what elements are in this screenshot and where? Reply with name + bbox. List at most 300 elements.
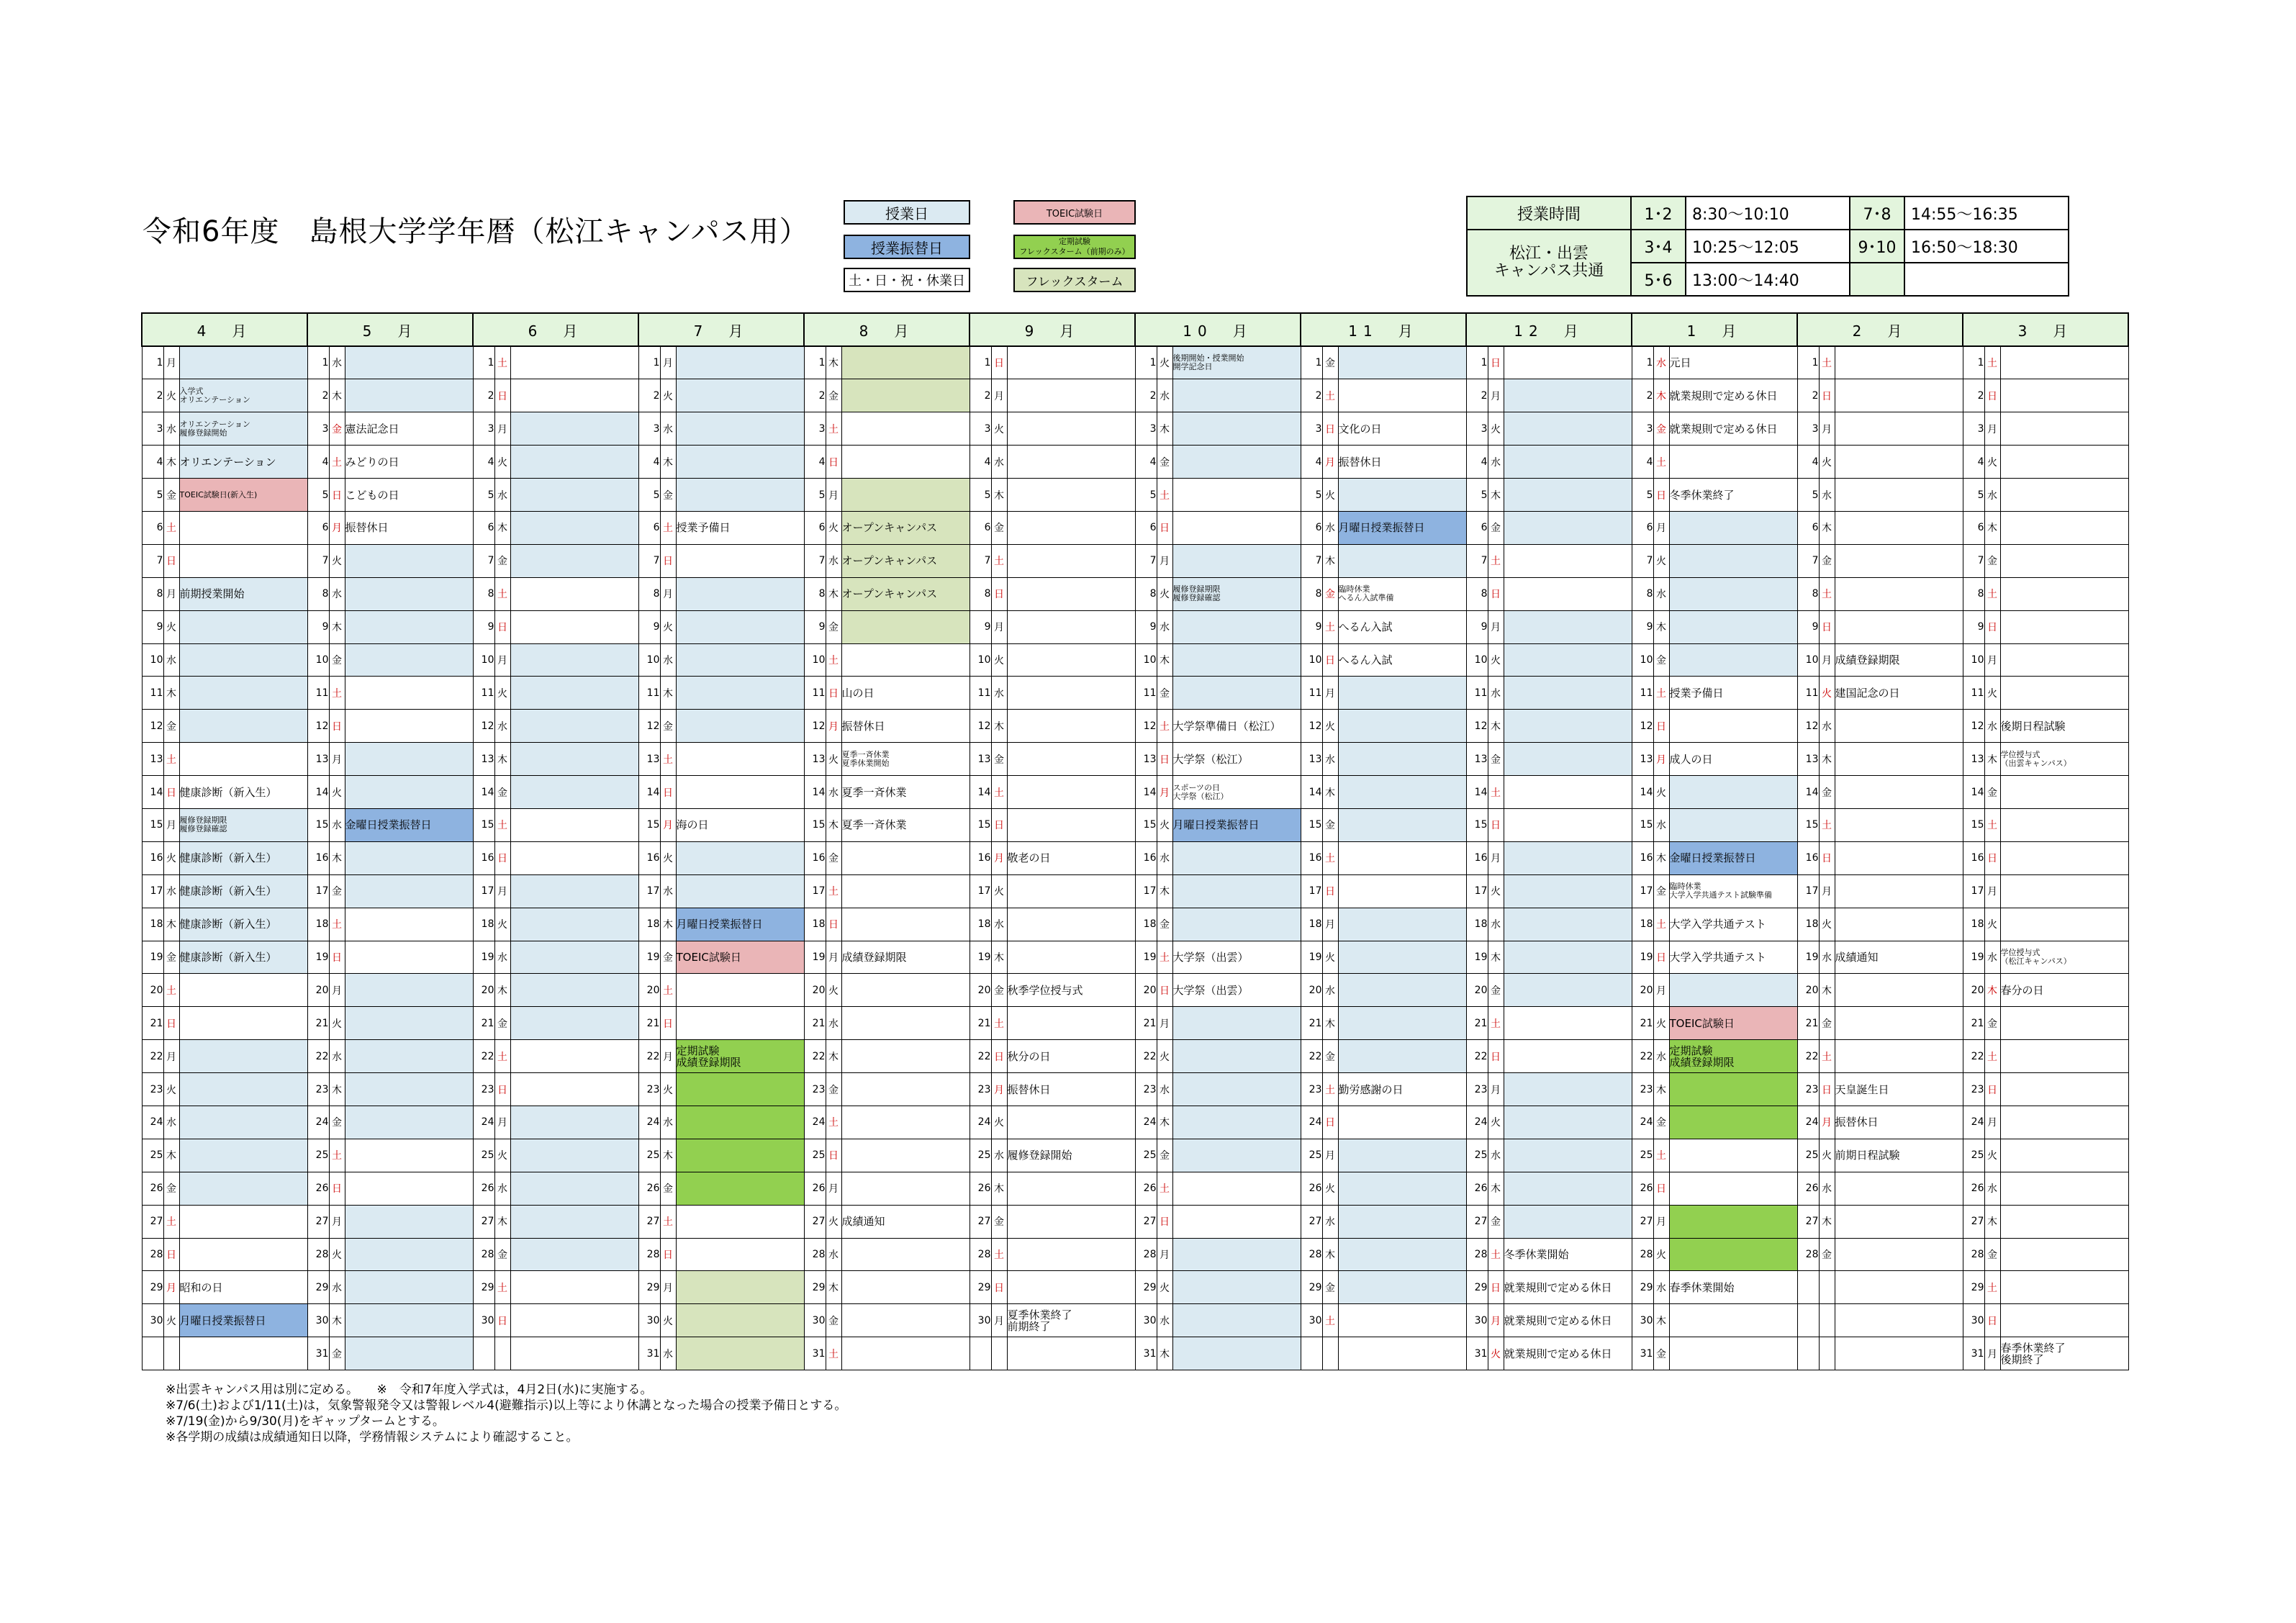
event-cell: [510, 511, 638, 544]
event-cell: 月曜日授業振替日: [179, 1304, 307, 1337]
event-cell: [2000, 1073, 2128, 1106]
day-number: 8: [1632, 577, 1653, 610]
day-number: 26: [804, 1172, 826, 1205]
event-cell: [2000, 544, 2128, 577]
event-cell: [1338, 1205, 1466, 1238]
event-cell: [179, 1073, 307, 1106]
day-number: 28: [970, 1238, 991, 1271]
event-cell: [1669, 643, 1797, 677]
day-number: 15: [1632, 808, 1653, 841]
weekday: 月: [494, 874, 510, 908]
weekday: 水: [1819, 941, 1835, 974]
table-row: [142, 710, 2128, 743]
period-7-8-time: 14:55～16:35: [1904, 196, 2069, 230]
day-number: 14: [1963, 776, 1984, 809]
event-cell: [2000, 677, 2128, 710]
event-cell: [179, 974, 307, 1007]
event-cell: [1835, 1238, 1963, 1271]
day-number: 5: [473, 479, 494, 512]
weekday: 月: [163, 577, 179, 610]
event-cell: 定期試験 成績登録期限: [1669, 1040, 1797, 1073]
weekday: 月: [1984, 643, 2000, 677]
day-number: 2: [1797, 379, 1819, 412]
event-cell: [1172, 379, 1301, 412]
day-number: 18: [638, 908, 660, 941]
event-cell: [345, 974, 473, 1007]
table-row: [142, 1271, 2128, 1304]
weekday: 日: [1653, 710, 1669, 743]
day-number: 27: [1632, 1205, 1653, 1238]
event-cell: [1007, 479, 1135, 512]
event-cell: [1007, 643, 1135, 677]
weekday: 土: [494, 577, 510, 610]
weekday: 木: [163, 908, 179, 941]
weekday: 日: [660, 1007, 676, 1040]
weekday: 金: [329, 1106, 345, 1139]
day-number: 24: [1466, 1106, 1488, 1139]
weekday: 木: [826, 808, 841, 841]
day-number: 11: [1963, 677, 1984, 710]
event-cell: [179, 610, 307, 643]
day-number: 9: [142, 610, 163, 643]
event-cell: 勤労感謝の日: [1338, 1073, 1466, 1106]
day-number: 13: [1135, 743, 1157, 776]
event-cell: [1007, 941, 1135, 974]
event-cell: [1007, 1238, 1135, 1271]
weekday: 月: [991, 841, 1007, 874]
day-number: 15: [804, 808, 826, 841]
event-cell: [345, 1040, 473, 1073]
day-number: 9: [1963, 610, 1984, 643]
event-cell: [841, 874, 970, 908]
weekday: 木: [329, 1304, 345, 1337]
weekday: 金: [1322, 808, 1338, 841]
day-number: 13: [638, 743, 660, 776]
day-number: 5: [1797, 479, 1819, 512]
weekday: 日: [1819, 1073, 1835, 1106]
period-9-10: 9･10: [1850, 230, 1904, 263]
weekday: 土: [1653, 446, 1669, 479]
event-cell: 学位授与式 （出雲キャンパス）: [2000, 743, 2128, 776]
event-cell: [179, 1337, 307, 1370]
legend-flex-term: フレックスターム: [1013, 268, 1136, 292]
event-cell: 定期試験 成績登録期限: [676, 1040, 804, 1073]
weekday: 金: [163, 710, 179, 743]
event-cell: [510, 808, 638, 841]
event-cell: 金曜日授業振替日: [345, 808, 473, 841]
day-number: 25: [142, 1139, 163, 1172]
event-cell: [1669, 511, 1797, 544]
event-cell: [1504, 841, 1632, 874]
day-number: 16: [970, 841, 991, 874]
period-7-8: 7･8: [1850, 196, 1904, 230]
day-number: 21: [1963, 1007, 1984, 1040]
weekday: 金: [1984, 776, 2000, 809]
event-cell: [345, 577, 473, 610]
event-cell: [1007, 577, 1135, 610]
event-cell: 冬季休業終了: [1669, 479, 1797, 512]
event-cell: [345, 1172, 473, 1205]
event-cell: [345, 1271, 473, 1304]
day-number: 27: [1797, 1205, 1819, 1238]
weekday: 土: [1157, 941, 1172, 974]
day-number: 19: [1135, 941, 1157, 974]
weekday: 月: [660, 808, 676, 841]
event-cell: [1669, 1139, 1797, 1172]
day-number: 13: [142, 743, 163, 776]
day-number: 5: [804, 479, 826, 512]
event-cell: 振替休日: [345, 511, 473, 544]
event-cell: [1504, 1073, 1632, 1106]
day-number: 27: [1963, 1205, 1984, 1238]
day-number: 8: [804, 577, 826, 610]
event-cell: [1504, 874, 1632, 908]
day-number: 14: [1797, 776, 1819, 809]
event-cell: [179, 710, 307, 743]
weekday: 水: [826, 544, 841, 577]
table-row: [142, 511, 2128, 544]
period-1-2: 1･2: [1631, 196, 1686, 230]
weekday: 木: [1653, 610, 1669, 643]
event-cell: [1669, 577, 1797, 610]
event-cell: [1504, 776, 1632, 809]
day-number: 21: [142, 1007, 163, 1040]
event-cell: [345, 677, 473, 710]
weekday: 火: [1984, 446, 2000, 479]
event-cell: 大学祭（出雲）: [1172, 941, 1301, 974]
day-number: 12: [1632, 710, 1653, 743]
event-cell: 履修登録期限 履修登録確認: [1172, 577, 1301, 610]
table-row: [142, 941, 2128, 974]
weekday: 火: [1322, 941, 1338, 974]
weekday: 火: [1653, 1007, 1669, 1040]
day-number: 4: [473, 446, 494, 479]
day-number: 28: [307, 1238, 329, 1271]
event-cell: [676, 677, 804, 710]
weekday: 火: [1488, 1106, 1504, 1139]
event-cell: 前期日程試験: [1835, 1139, 1963, 1172]
day-number: 27: [473, 1205, 494, 1238]
day-number: 3: [1466, 412, 1488, 446]
weekday: 水: [1984, 710, 2000, 743]
weekday: 水: [494, 479, 510, 512]
weekday: 日: [494, 1304, 510, 1337]
event-cell: 夏季休業終了 前期終了: [1007, 1304, 1135, 1337]
day-number: 3: [142, 412, 163, 446]
event-cell: [2000, 1271, 2128, 1304]
weekday: 火: [1653, 1238, 1669, 1271]
day-number: 15: [1963, 808, 1984, 841]
weekday: 金: [826, 610, 841, 643]
day-number: 25: [307, 1139, 329, 1172]
event-cell: [676, 1337, 804, 1370]
day-number: 5: [307, 479, 329, 512]
day-number: 4: [804, 446, 826, 479]
day-number: 17: [1632, 874, 1653, 908]
weekday: 火: [660, 379, 676, 412]
weekday: 火: [1653, 776, 1669, 809]
weekday: 水: [1984, 1172, 2000, 1205]
weekday: 月: [494, 643, 510, 677]
event-cell: [510, 1139, 638, 1172]
day-number: 5: [1135, 479, 1157, 512]
day-number: 1: [1135, 346, 1157, 379]
day-number: 16: [307, 841, 329, 874]
event-cell: [510, 776, 638, 809]
day-number: 2: [1301, 379, 1322, 412]
event-cell: 天皇誕生日: [1835, 1073, 1963, 1106]
weekday: 水: [1157, 841, 1172, 874]
day-number: 3: [307, 412, 329, 446]
weekday: 水: [660, 412, 676, 446]
day-number: 21: [1797, 1007, 1819, 1040]
weekday: 土: [163, 1205, 179, 1238]
weekday: 土: [494, 1040, 510, 1073]
weekday: 木: [1488, 479, 1504, 512]
event-cell: [841, 1172, 970, 1205]
weekday: 金: [991, 1205, 1007, 1238]
event-cell: [1504, 710, 1632, 743]
weekday: 土: [329, 446, 345, 479]
weekday: 火: [660, 1304, 676, 1337]
event-cell: [2000, 1106, 2128, 1139]
day-number: 28: [1301, 1238, 1322, 1271]
weekday: 木: [1157, 1106, 1172, 1139]
event-cell: [841, 1073, 970, 1106]
weekday: 木: [1819, 974, 1835, 1007]
day-number: 10: [473, 643, 494, 677]
day-number: 18: [142, 908, 163, 941]
event-cell: 就業規則で定める休日: [1504, 1304, 1632, 1337]
event-cell: [1338, 1139, 1466, 1172]
day-number: 14: [142, 776, 163, 809]
day-number: 13: [473, 743, 494, 776]
weekday: 木: [1488, 710, 1504, 743]
weekday: 日: [1488, 346, 1504, 379]
event-cell: 春季休業開始: [1669, 1271, 1797, 1304]
weekday: 火: [826, 511, 841, 544]
event-cell: [1504, 610, 1632, 643]
weekday: 土: [1653, 1139, 1669, 1172]
weekday: 月: [1984, 1337, 2000, 1370]
day-number: [1301, 1337, 1322, 1370]
weekday: 火: [1157, 577, 1172, 610]
day-number: 13: [1963, 743, 1984, 776]
event-cell: [676, 1106, 804, 1139]
day-number: 21: [1632, 1007, 1653, 1040]
day-number: 2: [970, 379, 991, 412]
weekday: 月: [1984, 874, 2000, 908]
event-cell: [345, 643, 473, 677]
event-cell: [1338, 677, 1466, 710]
weekday: 火: [991, 874, 1007, 908]
weekday: 月: [1157, 1238, 1172, 1271]
event-cell: [841, 446, 970, 479]
day-number: 2: [638, 379, 660, 412]
event-cell: [1338, 1040, 1466, 1073]
event-cell: へるん入試: [1338, 610, 1466, 643]
day-number: 8: [473, 577, 494, 610]
event-cell: [1504, 544, 1632, 577]
day-number: 23: [1797, 1073, 1819, 1106]
weekday: 火: [163, 1073, 179, 1106]
day-number: 24: [1963, 1106, 1984, 1139]
table-row: [142, 1337, 2128, 1370]
day-number: 6: [142, 511, 163, 544]
weekday: 水: [991, 908, 1007, 941]
weekday: 土: [991, 776, 1007, 809]
event-cell: [1007, 1007, 1135, 1040]
event-cell: [841, 841, 970, 874]
weekday: 月: [1653, 1205, 1669, 1238]
weekday: 土: [329, 1139, 345, 1172]
weekday: 月: [1488, 841, 1504, 874]
weekday: 月: [1984, 412, 2000, 446]
month-header: 6 月: [473, 313, 638, 346]
table-row: [142, 577, 2128, 610]
day-number: 9: [473, 610, 494, 643]
day-number: 4: [1632, 446, 1653, 479]
event-cell: [2000, 776, 2128, 809]
event-cell: 春季休業終了 後期終了: [2000, 1337, 2128, 1370]
weekday: 木: [163, 1139, 179, 1172]
event-cell: みどりの日: [345, 446, 473, 479]
day-number: 4: [142, 446, 163, 479]
day-number: 20: [970, 974, 991, 1007]
day-number: 28: [1135, 1238, 1157, 1271]
weekday: [991, 1337, 1007, 1370]
event-cell: 前期授業開始: [179, 577, 307, 610]
day-number: 9: [1301, 610, 1322, 643]
weekday: 月: [1488, 1304, 1504, 1337]
event-cell: [1835, 346, 1963, 379]
weekday: 日: [1157, 511, 1172, 544]
event-cell: [2000, 1205, 2128, 1238]
table-row: [142, 544, 2128, 577]
event-cell: [345, 610, 473, 643]
day-number: 16: [1301, 841, 1322, 874]
event-cell: 成人の日: [1669, 743, 1797, 776]
event-cell: 振替休日: [1338, 446, 1466, 479]
weekday: 土: [660, 511, 676, 544]
day-number: 21: [1301, 1007, 1322, 1040]
weekday: 火: [329, 776, 345, 809]
weekday: 日: [991, 577, 1007, 610]
event-cell: [1338, 1238, 1466, 1271]
event-cell: [2000, 808, 2128, 841]
event-cell: [345, 743, 473, 776]
day-number: 30: [1301, 1304, 1322, 1337]
weekday: 木: [1653, 841, 1669, 874]
day-number: 14: [638, 776, 660, 809]
table-row: [142, 479, 2128, 512]
month-header: 2 月: [1797, 313, 1963, 346]
period-3-4-time: 10:25～12:05: [1686, 230, 1850, 263]
day-number: 28: [142, 1238, 163, 1271]
day-number: 8: [307, 577, 329, 610]
event-cell: [1172, 1304, 1301, 1337]
event-cell: [179, 1106, 307, 1139]
day-number: 23: [307, 1073, 329, 1106]
day-number: 12: [1466, 710, 1488, 743]
event-cell: オリエンテーション: [179, 446, 307, 479]
event-cell: [676, 776, 804, 809]
event-cell: [1172, 1139, 1301, 1172]
weekday: 水: [660, 1337, 676, 1370]
day-number: 6: [970, 511, 991, 544]
event-cell: 振替休日: [841, 710, 970, 743]
event-cell: [1835, 974, 1963, 1007]
day-number: [473, 1337, 494, 1370]
event-cell: [1835, 1337, 1963, 1370]
event-cell: [345, 346, 473, 379]
event-cell: [510, 1238, 638, 1271]
event-cell: [510, 1073, 638, 1106]
event-cell: [1504, 479, 1632, 512]
weekday: 月: [1984, 1106, 2000, 1139]
weekday: 木: [1322, 1007, 1338, 1040]
weekday: 金: [991, 974, 1007, 1007]
weekday: 土: [826, 412, 841, 446]
event-cell: 就業規則で定める休日: [1669, 412, 1797, 446]
event-cell: [345, 874, 473, 908]
event-cell: 後期日程試験: [2000, 710, 2128, 743]
event-cell: [1504, 346, 1632, 379]
day-number: 28: [1963, 1238, 1984, 1271]
weekday: 日: [1322, 643, 1338, 677]
day-number: 26: [307, 1172, 329, 1205]
day-number: 30: [307, 1304, 329, 1337]
weekday: 金: [1322, 1040, 1338, 1073]
day-number: 24: [638, 1106, 660, 1139]
day-number: 17: [970, 874, 991, 908]
weekday: 水: [329, 346, 345, 379]
day-number: 21: [638, 1007, 660, 1040]
weekday: 木: [1653, 379, 1669, 412]
event-cell: [1338, 776, 1466, 809]
weekday: 日: [1984, 610, 2000, 643]
day-number: 26: [473, 1172, 494, 1205]
event-cell: [676, 577, 804, 610]
event-cell: [1007, 346, 1135, 379]
weekday: 月: [826, 941, 841, 974]
event-cell: [510, 446, 638, 479]
weekday: 水: [660, 874, 676, 908]
day-number: 31: [1632, 1337, 1653, 1370]
weekday: 月: [1653, 974, 1669, 1007]
weekday: 木: [1322, 776, 1338, 809]
event-cell: [345, 710, 473, 743]
period-5-6-time: 13:00～14:40: [1686, 263, 1850, 296]
weekday: 月: [163, 1271, 179, 1304]
event-cell: [1835, 710, 1963, 743]
weekday: [1322, 1337, 1338, 1370]
month-header: 12 月: [1466, 313, 1632, 346]
day-number: 30: [1466, 1304, 1488, 1337]
weekday: 水: [1322, 974, 1338, 1007]
weekday: 日: [826, 908, 841, 941]
day-number: 15: [142, 808, 163, 841]
day-number: 26: [1466, 1172, 1488, 1205]
weekday: 火: [1488, 643, 1504, 677]
event-cell: [2000, 1304, 2128, 1337]
day-number: 11: [1301, 677, 1322, 710]
weekday: 金: [1653, 412, 1669, 446]
campus-label: 松江・出雲 キャンパス共通: [1467, 230, 1631, 296]
weekday: 水: [1819, 479, 1835, 512]
day-number: 28: [1466, 1238, 1488, 1271]
event-cell: [676, 874, 804, 908]
